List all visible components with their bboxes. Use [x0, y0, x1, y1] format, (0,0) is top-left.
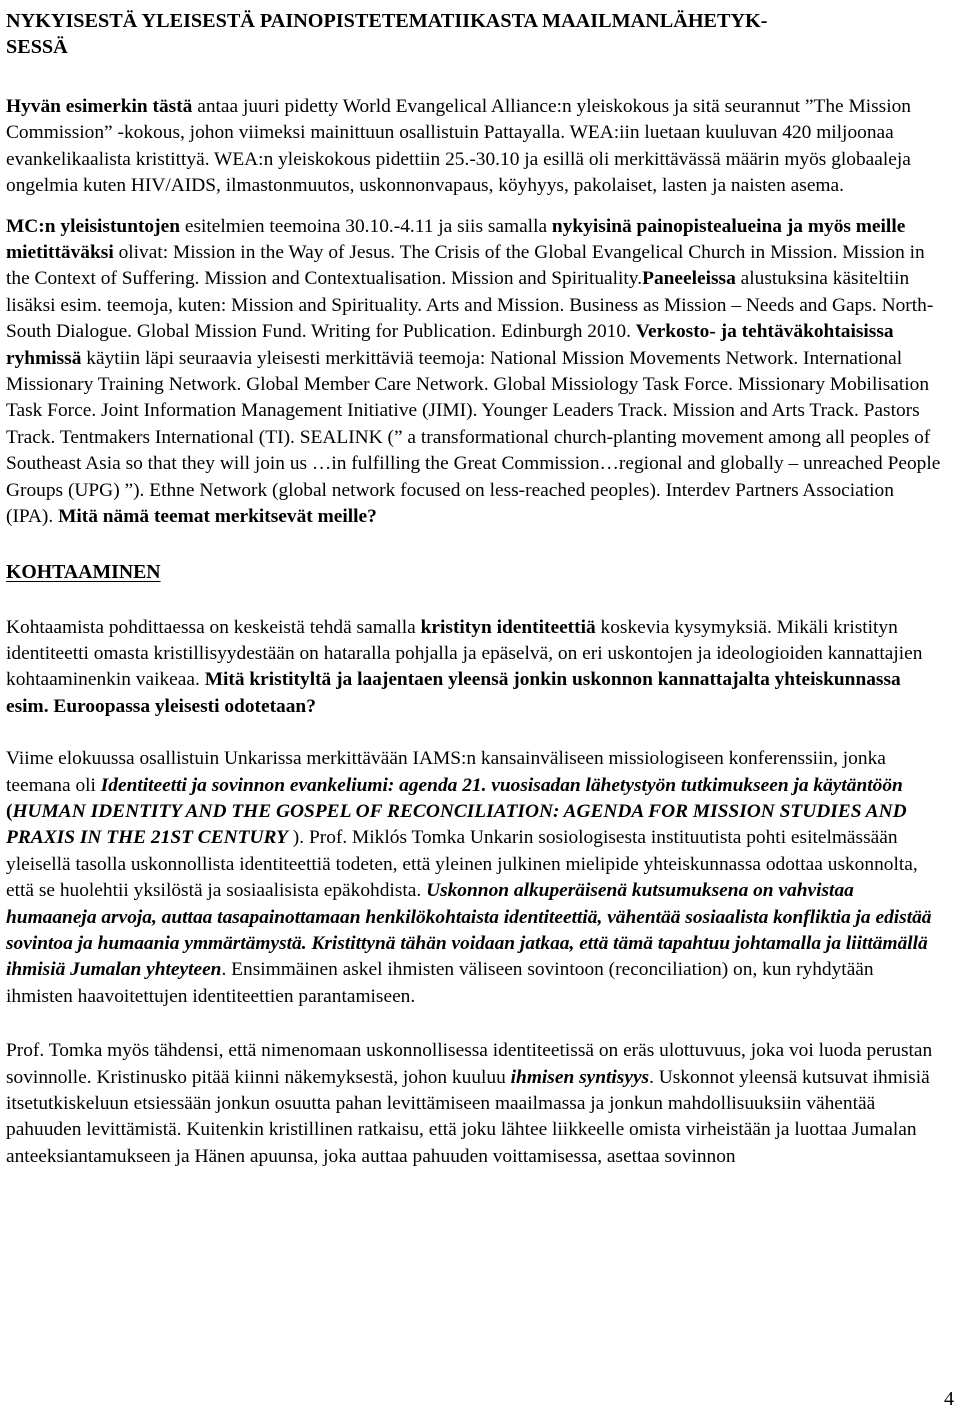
emphasis-bold-italic: Uskonnon alkuperäisenä kutsumuksena on vahvistaa humaaneja arvoja, auttaa tasapainottamaan henkilökohtaista identiteettiä, vähentää sosiaalista konfliktia ja edistää sovintoa ja humaania ymmärtämystä. Kristittynä tähän voidaan jatkaa, että tämä tapahtuu johtamalla ja liittämällä ihmisiä Jumalan yhteyteen	[6, 880, 932, 981]
emphasis-bold-italic: Identiteetti ja sovinnon evankeliumi: agenda 21. vuosisadan lähetystyön tutkimukseen ja käytäntöön	[100, 774, 903, 796]
emphasis-bold-italic: ihmisen syntisyys	[510, 1066, 650, 1088]
paragraph-text: . Ensimmäinen askel ihmisten väliseen sovintoon (reconciliation) on, kun ryhdytään ihmisten haavoitettujen identiteettien parantamiseen.	[6, 959, 874, 1007]
paragraph-text: . Uskonnot yleensä kutsuvat ihmisiä itsetutkiskeluun etsiessään jonkun osuutta pahan levittämiseen maailmassa ja jonkun mahdollisuuksiin vähentää pahuuden levittämistä. Kuitenkin kristillinen ratkaisu, että joku lähtee liikkeelle omista virheistään ja luottaa Jumalan anteeksiantamukseen ja Hänen apuunsa, joka auttaa pahuuden voittamisessa, asettaa sovinnon	[6, 1066, 930, 1167]
paragraph-text: Prof. Tomka myös tähdensi, että nimenomaan uskonnollisessa identiteetissä on eräs ulottuvuus, joka voi luoda perustan sovinnolle. Kristinusko pitää kiinni näkemyksestä, johon kuuluu	[6, 1040, 933, 1088]
page-number: 4	[944, 1388, 954, 1410]
paragraph-text: antaa juuri pidetty World Evangelical Alliance:n yleiskokous ja sitä seurannut ”The Mission Commission” -kokous, johon viimeksi mainittuun osallistuin Pattayalla. WEA:iin luetaan kuuluvan 420 miljoonaa evankelikaalista kristittyä. WEA:n yleiskokous pidettiin 25.-30.10 ja esillä oli merkittävässä määrin myös globaaleja ongelmia kuten HIV/AIDS, ilmastonmuutos, uskonnonvapaus, köyhyys, pakolaiset, lasten ja naisten asema.	[6, 96, 911, 197]
paragraph-text: Kohtaamista pohdittaessa on keskeistä tehdä samalla	[6, 616, 421, 638]
paragraph-text: Viime elokuussa osallistuin Unkarissa merkittävään IAMS:n kansainväliseen missiologiseen konferenssiin, jonka teemana oli	[6, 748, 886, 796]
emphasis-bold: Verkosto- ja tehtäväkohtaisissa ryhmissä	[6, 321, 894, 369]
paragraph-mc-themes	[6, 214, 942, 531]
paragraph-text: esitelmien teemoina 30.10.-4.11 ja siis samalla	[179, 215, 552, 237]
paragraph-text: käytiin läpi seuraavia yleisesti merkittäviä teemoja: National Mission Movements Network. International Missionary Training Network. Global Member Care Network. Global Missiology Task Force. Missionary Mobilisation Task Force. Joint Information Management Initiative (JIMI). Younger Leaders Track. Mission and Arts Track. Pastors Track. Tentmakers International (TI). SEALINK (” a transformational church-planting movement among all peoples of Southeast Asia so that they will join us …in fulfilling the Great Commission…regional and globally – unreached People Groups (UPG) ”). Ethne Network (global network focused on less-reached peoples). Interdev Partners Association (IPA).	[6, 347, 941, 528]
paragraph-lead-bold: Hyvän esimerkin tästä	[6, 96, 193, 117]
paragraph-identity	[6, 615, 942, 721]
paragraph-text: alustuksina käsiteltiin lisäksi esim. teemoja, kuten: Mission and Spirituality. Arts and Mission. Business as Mission – Needs and Gaps. North-South Dialogue. Global Mission Fund. Writing for Publication. Edinburgh 2010.	[6, 268, 934, 343]
question-bold: Mitä nämä teemat merkitsevät meille?	[58, 506, 377, 528]
paragraph-text: ). Prof. Miklós Tomka Unkarin sosiologisesta instituutista pohti esitelmässään yleisellä tasolla uskonnollista identiteettiä todeten, että yleinen julkinen mielipide yhteiskunnassa odottaa uskonnolta, että se huolehtii yksilöstä ja sosiaalisista epäkohdista.	[6, 827, 918, 902]
paragraph-lead-bold: MC:n yleisistuntojen	[6, 215, 180, 237]
section-heading: KOHTAAMINEN	[6, 560, 161, 583]
document-page	[6, 0, 942, 1170]
emphasis-bold: (	[6, 800, 13, 822]
paragraph-text: koskevia kysymyksiä. Mikäli kristityn identiteetti omasta kristillisyydestään on hataralla pohjalla ja epäselvä, on eri uskontojen ja ideologioiden kannattajien kohtaaminenkin vaikeaa.	[6, 616, 923, 691]
paragraph-tomka	[6, 1038, 942, 1170]
paragraph-wea	[6, 94, 942, 200]
emphasis-bold: nykyisinä painopistealueina ja myös meille mietittäväksi	[6, 215, 906, 264]
emphasis-bold-italic: HUMAN IDENTITY AND THE GOSPEL OF RECONCILIATION: AGENDA FOR MISSION STUDIES AND PRAXIS IN THE 21ST CENTURY	[6, 800, 907, 849]
paragraph-iams	[6, 746, 942, 1010]
heading-line-1: NYKYISESTÄ YLEISESTÄ PAINOPISTETEMATIIKASTA MAAILMANLÄHETYK-	[6, 10, 768, 32]
emphasis-bold: Paneeleissa	[642, 268, 736, 290]
document-heading	[6, 8, 942, 60]
question-bold: Mitä kristityltä ja laajentaen yleensä jonkin uskonnon kannattajalta yhteiskunnassa esim. Euroopassa yleisesti odotetaan?	[6, 669, 901, 717]
paragraph-text: olivat: Mission in the Way of Jesus. The Crisis of the Global Evangelical Church in Mission. Mission in the Context of Suffering. Mission and Contextualisation. Mission and Spirituality.	[6, 242, 925, 290]
emphasis-bold: kristityn identiteettiä	[420, 616, 596, 638]
heading-line-2: SESSÄ	[6, 36, 68, 58]
